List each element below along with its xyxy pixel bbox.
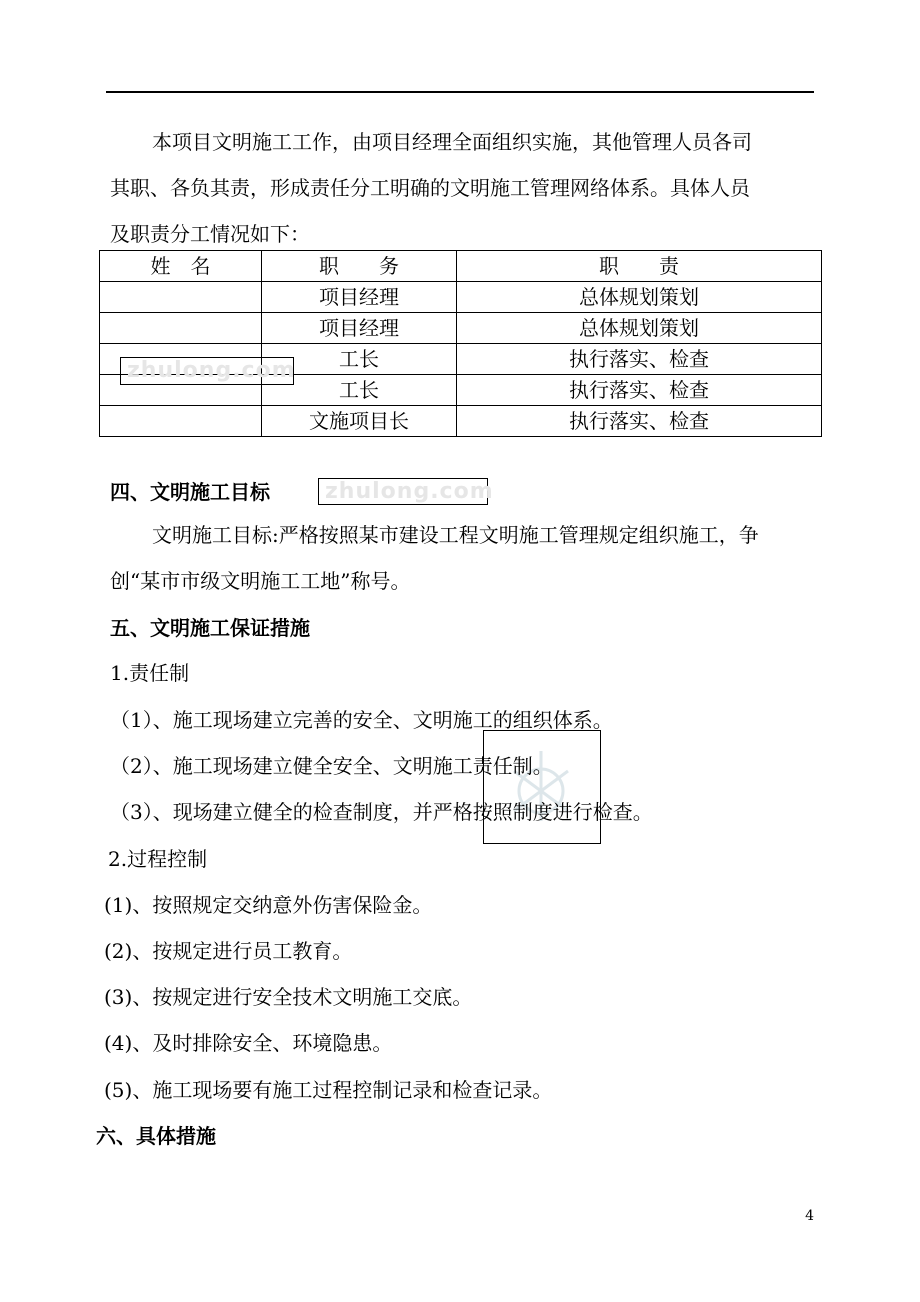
intro-line-2: 其职、各负其责，形成责任分工明确的文明施工管理网络体系。具体人员 xyxy=(110,176,750,200)
section4-title: 四、文明施工目标 xyxy=(110,480,270,504)
watermark-text: zhulong.com xyxy=(127,358,296,383)
cell-duty: 执行落实、检查 xyxy=(457,406,822,437)
cell-position: 工长 xyxy=(262,344,457,375)
header-name: 姓 名 xyxy=(100,251,262,282)
intro-line-1: 本项目文明施工工作，由项目经理全面组织实施，其他管理人员各司 xyxy=(152,130,752,154)
list-item: （3）、现场建立健全的检查制度，并严格按照制度进行检查。 xyxy=(110,800,653,824)
header-rule xyxy=(106,91,814,93)
section5-title: 五、文明施工保证措施 xyxy=(110,616,310,640)
section5-sub2: 2.过程控制 xyxy=(108,847,208,871)
header-duty: 职 责 xyxy=(457,251,822,282)
list-item: (2)、按规定进行员工教育。 xyxy=(104,939,353,963)
cell-duty: 总体规划策划 xyxy=(457,313,822,344)
cell-duty: 总体规划策划 xyxy=(457,282,822,313)
list-item: (1)、按照规定交纳意外伤害保险金。 xyxy=(104,893,433,917)
duty-table xyxy=(99,250,822,437)
watermark-box xyxy=(318,478,494,505)
list-item: （1）、施工现场建立完善的安全、文明施工的组织体系。 xyxy=(110,708,613,732)
table-header-row xyxy=(100,251,822,282)
list-item: (3)、按规定进行安全技术文明施工交底。 xyxy=(104,985,473,1009)
cell-name xyxy=(100,406,262,437)
table-row xyxy=(100,313,822,344)
section6-title: 六、具体措施 xyxy=(96,1124,216,1148)
list-item: （2）、施工现场建立健全安全、文明施工责任制。 xyxy=(110,754,553,778)
table-row xyxy=(100,282,822,313)
cell-duty: 执行落实、检查 xyxy=(457,375,822,406)
watermark-box xyxy=(120,357,294,385)
section4-body-2: 创“某市市级文明施工工地”称号。 xyxy=(110,569,411,593)
cell-position: 项目经理 xyxy=(262,282,457,313)
watermark-text: zhulong.com xyxy=(325,479,494,504)
cell-duty: 执行落实、检查 xyxy=(457,344,822,375)
cell-position: 项目经理 xyxy=(262,313,457,344)
list-item: (4)、及时排除安全、环境隐患。 xyxy=(104,1031,393,1055)
page-number: 4 xyxy=(805,1208,814,1224)
intro-line-3: 及职责分工情况如下： xyxy=(110,222,310,246)
cell-position: 工长 xyxy=(262,375,457,406)
watermark-logo-box xyxy=(483,730,601,844)
cell-name xyxy=(100,313,262,344)
header-position: 职 务 xyxy=(262,251,457,282)
table-row xyxy=(100,406,822,437)
cell-name xyxy=(100,282,262,313)
section4-body-1: 文明施工目标:严格按照某市建设工程文明施工管理规定组织施工，争 xyxy=(152,523,759,547)
list-item: (5)、施工现场要有施工过程控制记录和检查记录。 xyxy=(104,1078,553,1102)
section5-sub1: 1.责任制 xyxy=(110,661,190,685)
cell-position: 文施项目长 xyxy=(262,406,457,437)
